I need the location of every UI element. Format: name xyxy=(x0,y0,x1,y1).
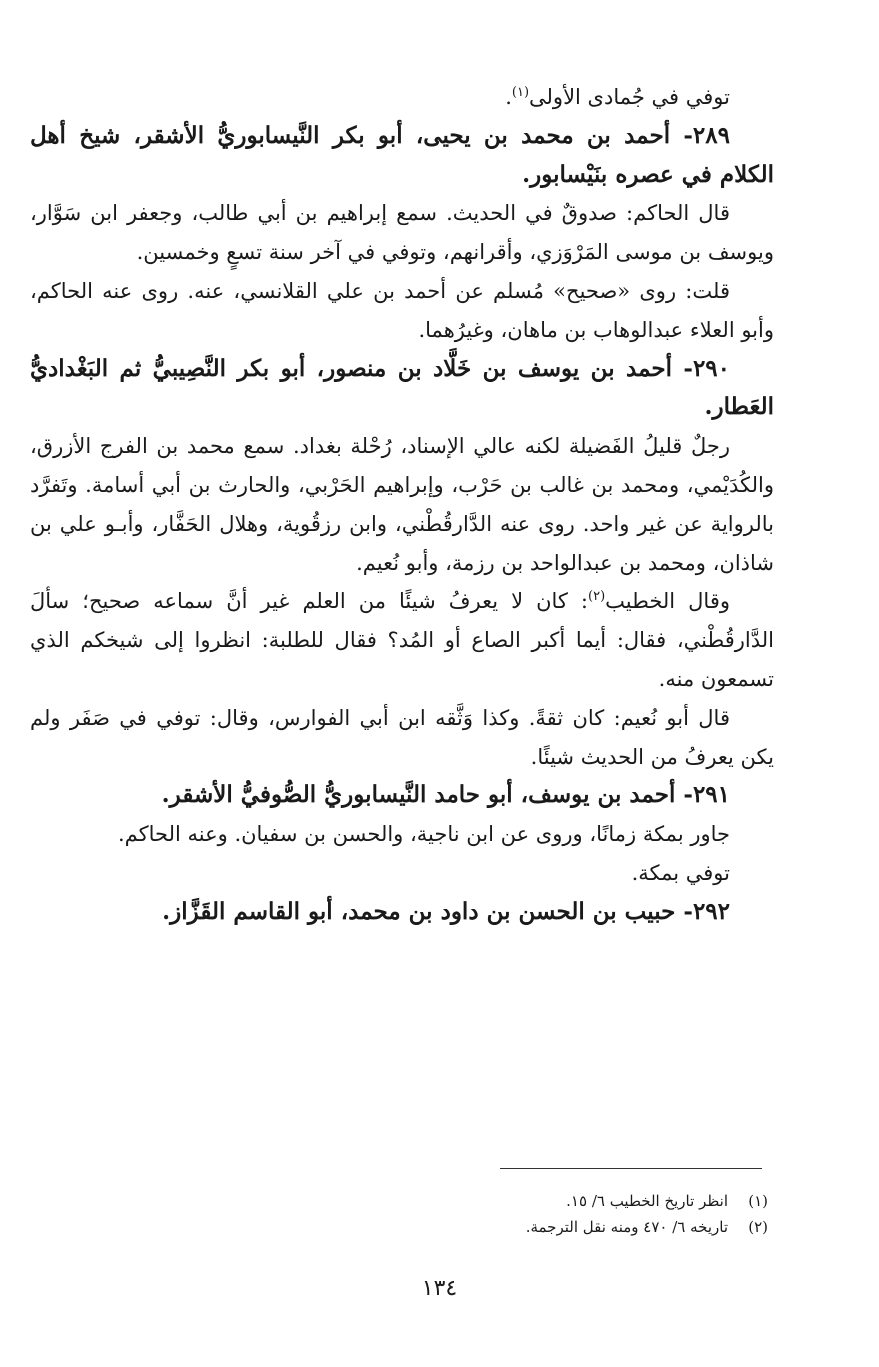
body-paragraph xyxy=(30,78,774,117)
entry-number: ٢٨٩- xyxy=(670,121,730,149)
footnote-ref: (٢) xyxy=(588,589,606,605)
paragraph-text-cont: . xyxy=(505,85,512,109)
footnote xyxy=(300,1214,768,1240)
paragraph-text: توفي في جُمادى الأولى xyxy=(529,85,730,109)
footnote xyxy=(300,1188,768,1214)
entry-heading xyxy=(30,776,774,815)
entry-number: ٢٩٠- xyxy=(671,354,730,382)
footnotes xyxy=(300,1188,768,1240)
paragraph-text: قلت: روى «صحيح» مُسلم عن أحمد بن علي القلانسي، عنه. روى عنه الحاكم، وأبو العلاء عبدالوهاب بن ماهان، وغيرُهما. xyxy=(30,278,774,342)
footnote-number: (٢) xyxy=(748,1218,768,1236)
entry-number: ٢٩١- xyxy=(675,781,730,809)
paragraph-text: رجلٌ قليلُ الفَضيلة لكنه عالي الإسناد، رُحْلة بغداد. سمع محمد بن الفرج الأزرق، والكُدَيْمي، ومحمد بن غالب بن حَرْب، وإبراهيم الحَرْبي، والحارث بن أبي أسامة. وتَفرَّد بالرواية عن غير واحد. روى عنه الدَّارقُطْني، وابن رزقُوية، وهلال الحَفَّار، وأبـو علي بن شاذان، ومحمد بن عبدالواحد بن رزمة، وأبو نُعيم. xyxy=(30,434,774,575)
body-paragraph xyxy=(30,699,774,777)
body-paragraph xyxy=(30,815,774,854)
paragraph-text: توفي بمكة. xyxy=(631,860,730,885)
footnote-text: تاريخه ٦/ ٤٧٠ ومنه نقل الترجمة. xyxy=(525,1218,728,1236)
paragraph-text: قال أبو نُعيم: كان ثقةً. وكذا وَثَّقه ابن أبي الفوارس، وقال: توفي في صَفَر ولم يكن يعرفُ من الحديث شيئًا. xyxy=(30,705,774,769)
footnote-divider xyxy=(500,1168,762,1169)
entry-heading xyxy=(30,117,774,195)
body-paragraph xyxy=(30,427,774,582)
entry-title: أحمد بن يوسف، أبو حامد النَّيسابوريُّ الصُّوفيُّ الأشقر. xyxy=(161,781,676,809)
entry-title: أحمد بن يوسف بن خَلَّاد بن منصور، أبو بكر النَّصِيبيُّ ثم البَغْداديُّ العَطار. xyxy=(30,354,774,421)
footnote-ref: (١) xyxy=(511,85,530,100)
body-paragraph xyxy=(30,854,774,893)
entry-title: حبيب بن الحسن بن داود بن محمد، أبو القاسم القَزَّاز. xyxy=(162,897,676,925)
entry-heading xyxy=(30,893,774,932)
paragraph-text: قال الحاكم: صدوقٌ في الحديث. سمع إبراهيم بن أبي طالب، وجعفر ابن سَوَّار، ويوسف بن موسى المَرْوَزي، وأقرانهم، وتوفي في آخر سنة تسعٍ وخمسين. xyxy=(30,201,774,265)
paragraph-text: وقال الخطيب xyxy=(605,589,730,614)
entry-number: ٢٩٢- xyxy=(675,897,730,925)
main-text xyxy=(30,78,774,932)
entry-title: أحمد بن محمد بن يحيى، أبو بكر النَّيسابوريُّ الأشقر، شيخ أهل الكلام في عصره بنَيْسابور. xyxy=(30,121,774,188)
body-paragraph xyxy=(30,194,774,272)
paragraph-text: جاور بمكة زمانًا، وروى عن ابن ناجية، والحسن بن سفيان. وعنه الحاكم. xyxy=(117,822,730,847)
footnote-number: (١) xyxy=(748,1192,768,1210)
body-paragraph xyxy=(30,582,774,698)
footnote-text: انظر تاريخ الخطيب ٦/ ١٥. xyxy=(566,1192,728,1210)
paragraph-text-cont: : كان لا يعرفُ شيئًا من العلم غير أنَّ سماعه صحيح؛ سألَ الدَّارقُطْني، فقال: أيما أكبر الصاع أو المُد؟ فقال للطلبة: انظروا إلى شيخكم الذي تسمعون منه. xyxy=(30,589,774,691)
entry-heading xyxy=(30,350,774,428)
body-paragraph xyxy=(30,272,774,350)
page-number: ١٣٤ xyxy=(421,1276,458,1301)
